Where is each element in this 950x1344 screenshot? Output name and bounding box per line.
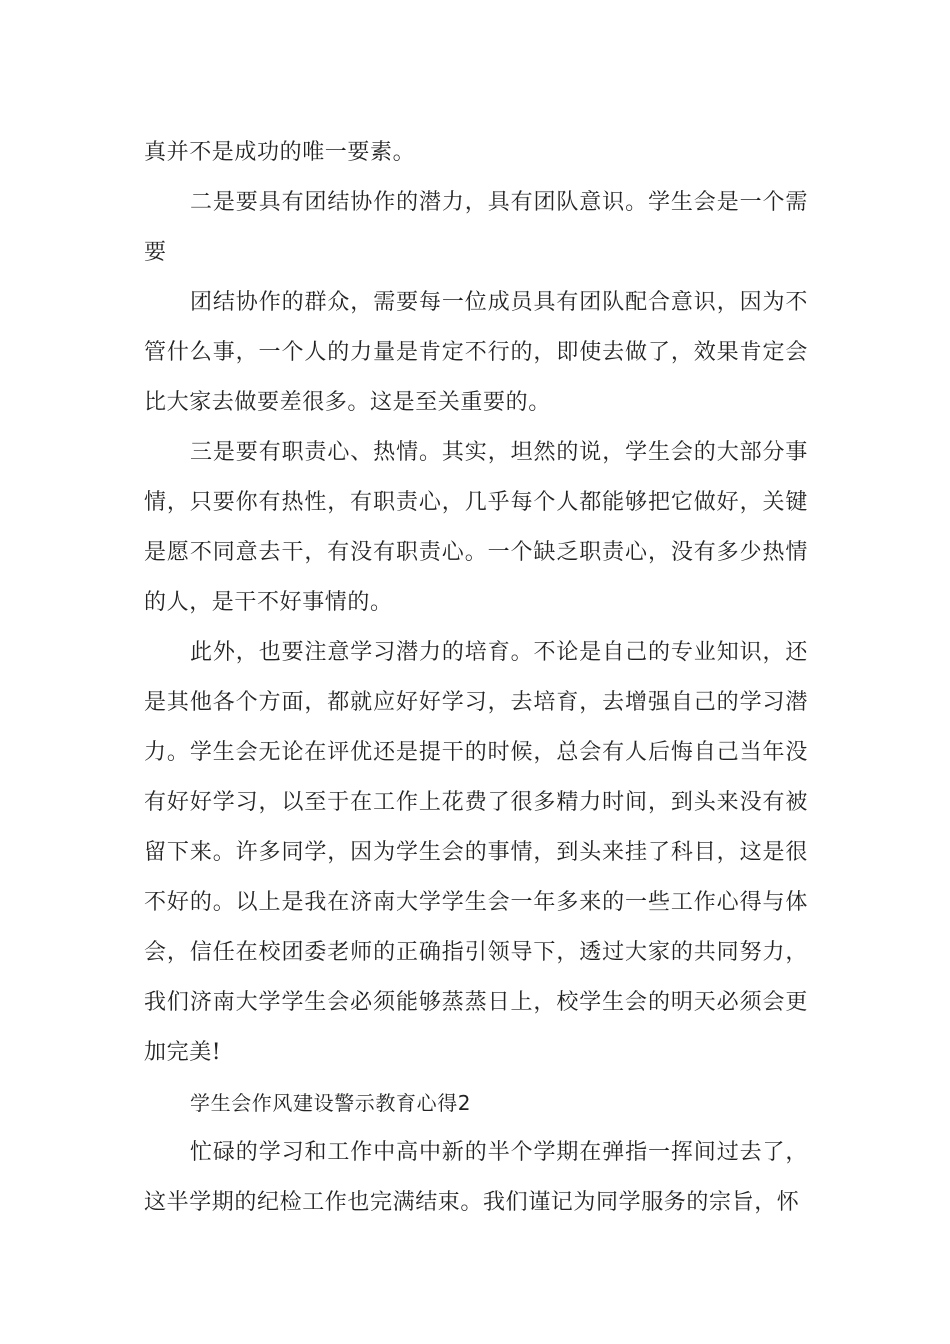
paragraph-responsibility: 三是要有职责心、热情。其实，坦然的说，学生会的大部分事情，只要你有热性，有职责心，几乎每个人都能够把它做好，关键是愿不同意去干，有没有职责心。一个缺乏职责心，没有多少热情的人，是干不好事情的。 — [144, 440, 808, 615]
paragraph-learning: 此外，也要注意学习潜力的培育。不论是自己的专业知识，还是其他各个方面，都就应好好学习，去培育，去增强自己的学习潜力。学生会无论在评优还是提干的时候，总会有人后悔自己当年没有好好学习，以至于在工作上花费了很多精力时间，到头来没有被留下来。许多同学，因为学生会的事情，到头来挂了科目，这是很不好的。以上是我在济南大学学生会一年多来的一些工作心得与体会，信任在校团委老师的正确指引领导下，透过大家的共同努力，我们济南大学学生会必须能够蒸蒸日上，校学生会的明天必须会更加完美! — [144, 640, 808, 1065]
paragraph-teamwork-continued: 团结协作的群众，需要每一位成员具有团队配合意识，因为不管什么事，一个人的力量是肯定不行的，即使去做了，效果肯定会比大家去做要差很多。这是至关重要的。 — [144, 290, 808, 415]
paragraph-continuation: 真并不是成功的唯一要素。 — [144, 140, 416, 165]
section-heading: 学生会作风建设警示教育心得2 — [190, 1091, 472, 1115]
document-body — [144, 128, 808, 1228]
paragraph-second-essay: 忙碌的学习和工作中高中新的半个学期在弹指一挥间过去了，这半学期的纪检工作也完满结束。我们谨记为同学服务的宗旨，怀 — [144, 1140, 808, 1215]
paragraph-teamwork: 二是要具有团结协作的潜力，具有团队意识。学生会是一个需要 — [144, 190, 808, 265]
